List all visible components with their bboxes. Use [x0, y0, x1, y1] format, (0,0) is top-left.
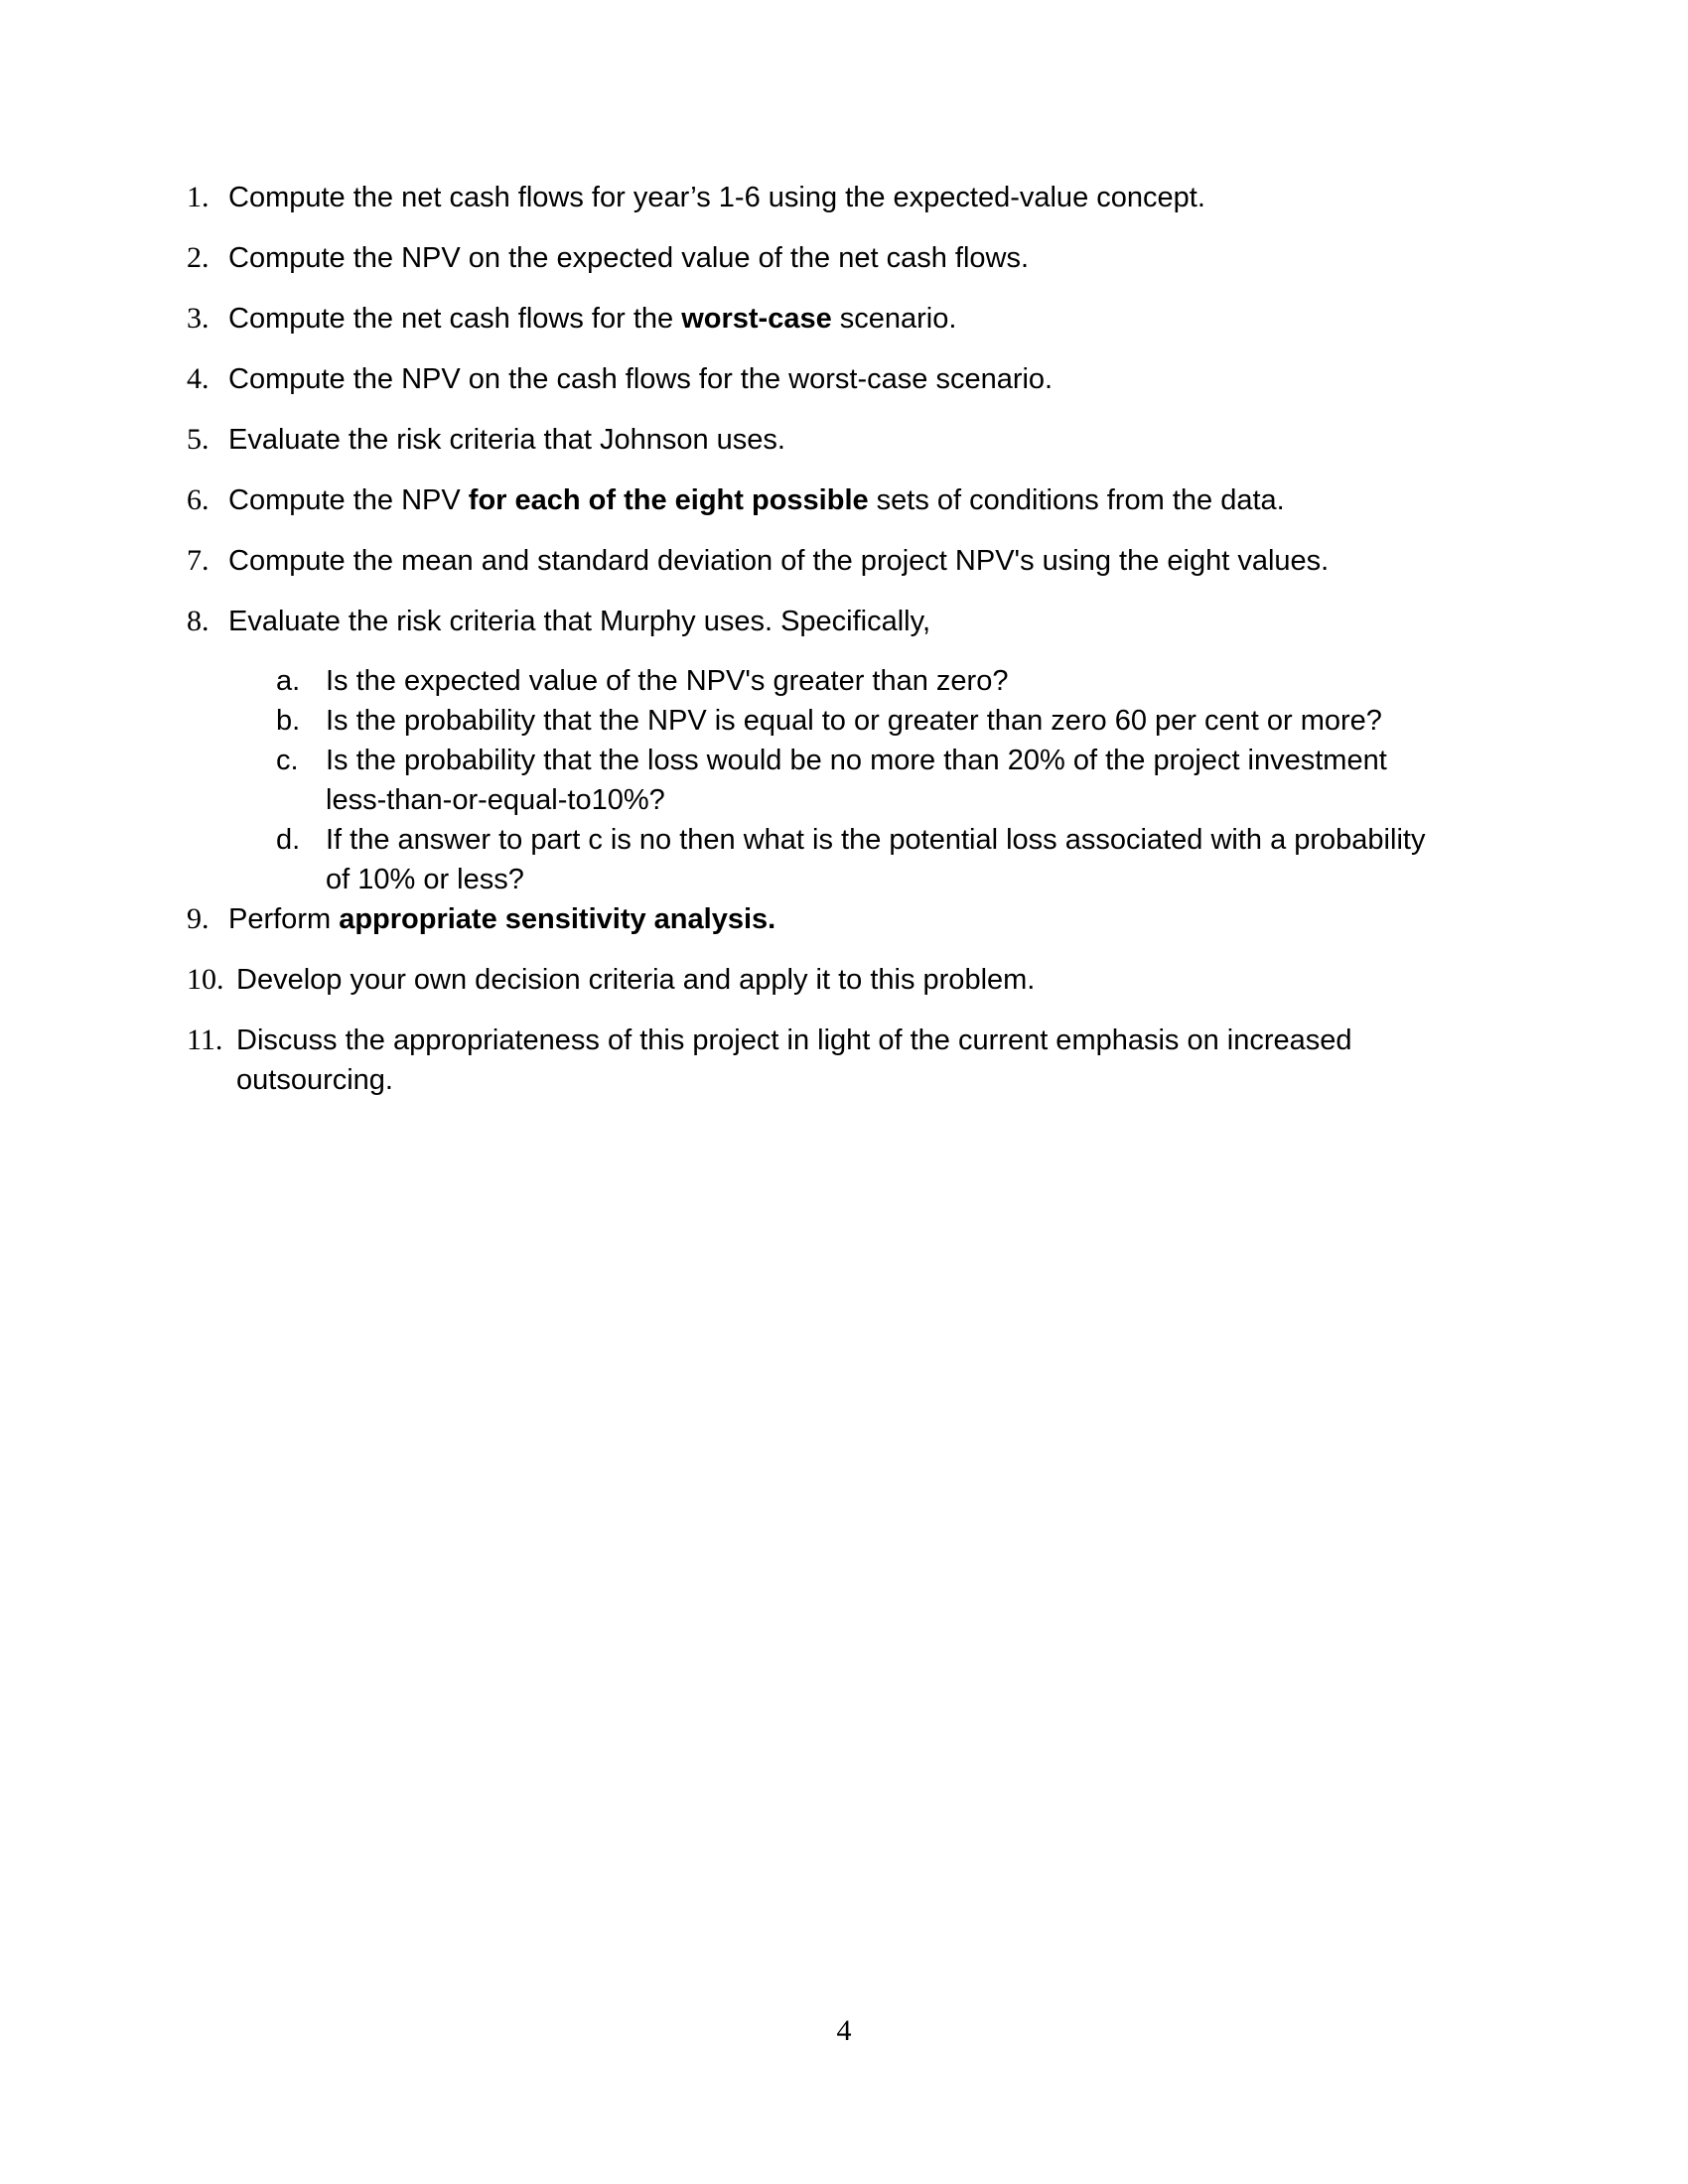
sub-item-letter: c.: [276, 745, 299, 776]
question-text: Evaluate the risk criteria that Johnson uses.: [228, 424, 785, 456]
question-11-continuation: outsourcing.: [236, 1064, 393, 1096]
question-9: [187, 899, 1517, 939]
question-text: Compute the net cash flows for the: [228, 303, 682, 335]
question-text: Compute the net cash flows for year’s 1-6 using the expected-value concept.: [228, 182, 1205, 213]
sub-item-text: Is the probability that the NPV is equal to or greater than zero 60 per cent or more?: [326, 705, 1382, 737]
question-3: [187, 299, 1517, 339]
sub-item-c-continuation: less-than-or-equal-to10%?: [326, 784, 665, 816]
question-6: [187, 480, 1517, 520]
question-text: Compute the NPV on the expected value of the net cash flows.: [228, 242, 1030, 274]
sub-item-letter: b.: [276, 705, 301, 737]
question-text: Compute the NPV on the cash flows for the worst-case scenario.: [228, 363, 1054, 395]
sub-item-c: [276, 741, 1387, 780]
question-text: Evaluate the risk criteria that Murphy uses. Specifically,: [228, 606, 931, 637]
sub-item-b: [276, 701, 1382, 741]
question-number: 11.: [187, 1024, 223, 1056]
question-4: [187, 359, 1517, 399]
question-8: [187, 602, 1517, 641]
question-number: 3.: [187, 302, 210, 335]
question-number: 4.: [187, 362, 210, 395]
question-number: 8.: [187, 605, 210, 637]
question-7: [187, 541, 1517, 581]
question-number: 6.: [187, 483, 210, 516]
question-text: scenario.: [831, 303, 957, 335]
question-11: [187, 1021, 1517, 1060]
sub-item-a: [276, 661, 1008, 701]
sub-item-d: [276, 820, 1425, 860]
question-number: 5.: [187, 423, 210, 456]
sub-item-text: If the answer to part c is no then what is the potential loss associated with a probability: [326, 824, 1426, 856]
sub-item-letter: d.: [276, 824, 301, 856]
sub-item-d-continuation: of 10% or less?: [326, 864, 524, 895]
question-text: Compute the mean and standard deviation of the project NPV's using the eight values.: [228, 545, 1330, 577]
question-emphasis: worst-case: [681, 303, 832, 335]
sub-item-text: Is the probability that the loss would be no more than 20% of the project investment: [326, 745, 1387, 776]
sub-item-letter: a.: [276, 665, 301, 697]
question-number: 7.: [187, 544, 210, 577]
question-text: Perform: [228, 903, 340, 935]
question-emphasis: for each of the eight possible: [468, 484, 869, 516]
page-number: 4: [836, 2014, 852, 2047]
sub-item-text: Is the expected value of the NPV's greater than zero?: [326, 665, 1009, 697]
question-10: [187, 960, 1517, 1000]
question-number: 9.: [187, 902, 210, 935]
question-text: Develop your own decision criteria and apply it to this problem.: [236, 964, 1036, 996]
question-number: 2.: [187, 241, 210, 274]
question-5: [187, 420, 1517, 460]
question-2: [187, 238, 1517, 278]
question-number: 1.: [187, 181, 210, 213]
question-number: 10.: [187, 963, 224, 996]
question-text: Discuss the appropriateness of this project in light of the current emphasis on increased: [236, 1024, 1352, 1056]
question-1: [187, 178, 1517, 217]
question-text: sets of conditions from the data.: [868, 484, 1285, 516]
question-emphasis: appropriate sensitivity analysis.: [339, 903, 776, 935]
question-text: Compute the NPV: [228, 484, 469, 516]
